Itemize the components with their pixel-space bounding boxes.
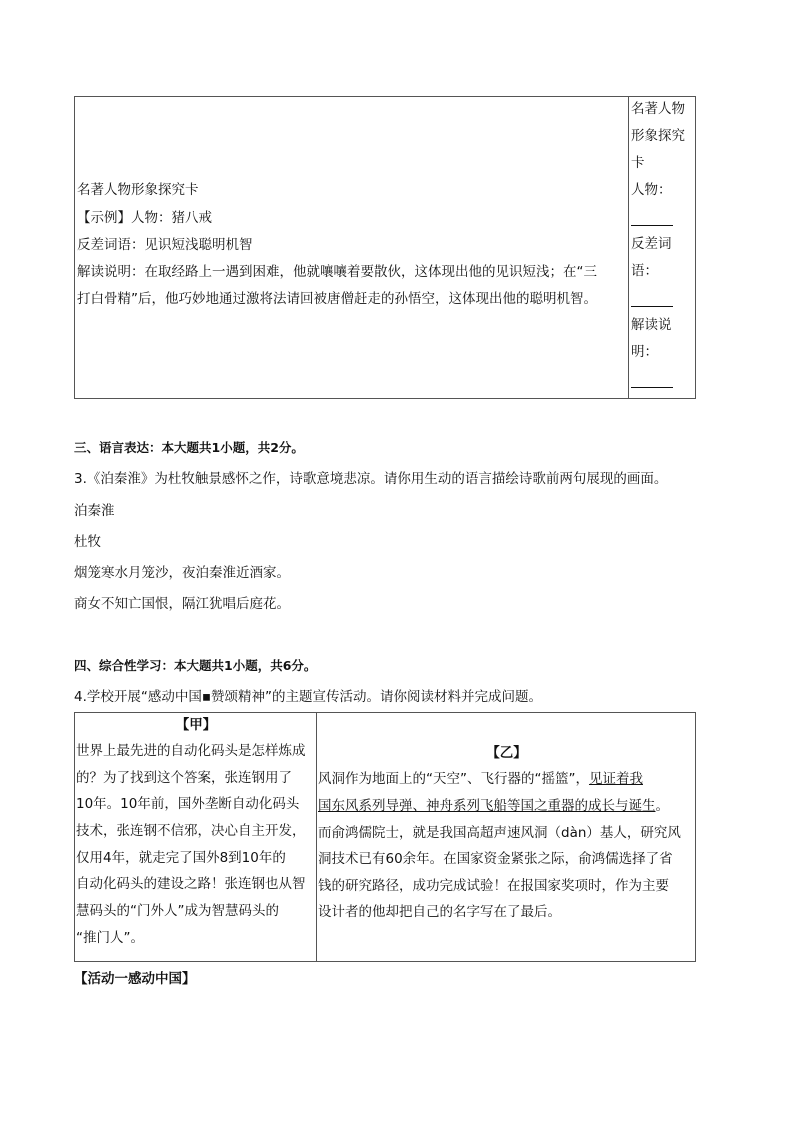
material-jia-line-8: “推门人”。 — [76, 930, 144, 946]
card-title: 名著人物形象探究卡 — [77, 182, 199, 198]
material-jia-line-6: 自动化码头的建设之路！张连钢也从智 — [76, 876, 306, 892]
material-yi-line-1: 风洞作为地面上的“天空”、飞行器的“摇篮”，见证着我 — [318, 771, 643, 787]
contrast-words-label-2: 语： — [631, 263, 658, 279]
material-jia-title: 【甲】 — [175, 717, 217, 733]
contrast-words-blank[interactable] — [631, 289, 673, 307]
material-yi-line-3: 而俞鸿儒院士，就是我国高超声速风洞（dàn）基人，研究风 — [318, 825, 681, 841]
material-table — [74, 712, 696, 962]
material-jia-line-4: 技术，张连钢不信邪，决心自主开发， — [76, 823, 306, 839]
material-jia-line-5: 仅用4年，就走完了国外8到10年的 — [76, 850, 286, 866]
contrast-words-label-1: 反差词 — [631, 236, 672, 252]
material-yi-line-5: 钱的研究路径，成功完成试验！在报国家奖项时，作为主要 — [318, 878, 669, 894]
material-jia-cell — [75, 713, 317, 962]
explanation-label-2: 明： — [631, 344, 658, 360]
character-card-table — [74, 96, 696, 399]
material-yi-cell — [317, 713, 696, 962]
material-yi-line-6: 设计者的他却把自己的名字写在了最后。 — [318, 904, 561, 920]
material-yi-line-2: 国东风系列导弹、神舟系列飞船等国之重器的成长与诞生。 — [318, 798, 669, 814]
poem-line-2: 商女不知亡国恨，隔江犹唱后庭花。 — [74, 596, 290, 612]
answer-card-title-2: 形象探究 — [631, 128, 685, 144]
material-jia-line-2: 的？为了找到这个答案，张连钢用了 — [76, 770, 292, 786]
card-answer-cell — [629, 97, 696, 399]
material-jia-line-1: 世界上最先进的自动化码头是怎样炼成 — [76, 743, 306, 759]
card-example-explanation-1: 解读说明：在取经路上一遇到困难，他就嚷嚷着要散伙，这体现出他的见识短浅；在“三 — [77, 264, 597, 280]
material-jia-line-3: 10年。10年前，国外垄断自动化码头 — [76, 796, 300, 812]
question-3: 3.《泊秦淮》为杜牧触景感怀之作，诗歌意境悲凉。请你用生动的语言描绘诗歌前两句展现的画面。 — [74, 471, 668, 487]
poem-author: 杜牧 — [74, 534, 101, 550]
material-yi-line-4: 洞技术已有60余年。在国家资金紧张之际，俞鸿儒选择了省 — [318, 851, 673, 867]
card-example-contrast-words: 反差词语：见识短浅聪明机智 — [77, 237, 253, 253]
explanation-blank[interactable] — [631, 370, 673, 388]
poem-title: 泊秦淮 — [74, 503, 115, 519]
card-example-explanation-2: 打白骨精”后，他巧妙地通过激将法请回被唐僧赶走的孙悟空，这体现出他的聪明机智。 — [77, 291, 597, 307]
section-4-heading: 四、综合性学习：本大题共1小题，共6分。 — [74, 658, 317, 673]
card-example-cell — [75, 97, 629, 399]
material-jia-line-7: 慧码头的“门外人”成为智慧码头的 — [76, 903, 279, 919]
activity-1-heading: 【活动一感动中国】 — [74, 971, 196, 987]
card-example-character: 【示例】人物：猪八戒 — [77, 210, 212, 226]
material-yi-title: 【乙】 — [486, 745, 527, 761]
character-blank[interactable] — [631, 208, 673, 226]
explanation-label-1: 解读说 — [631, 317, 672, 333]
character-label: 人物： — [631, 182, 672, 198]
section-3-heading: 三、语言表达：本大题共1小题，共2分。 — [74, 440, 304, 455]
answer-card-title-3: 卡 — [631, 155, 645, 171]
poem-line-1: 烟笼寒水月笼沙，夜泊秦淮近酒家。 — [74, 565, 290, 581]
question-4: 4.学校开展“感动中国▪赞颂精神”的主题宣传活动。请你阅读材料并完成问题。 — [74, 689, 543, 705]
answer-card-title-1: 名著人物 — [631, 101, 685, 117]
